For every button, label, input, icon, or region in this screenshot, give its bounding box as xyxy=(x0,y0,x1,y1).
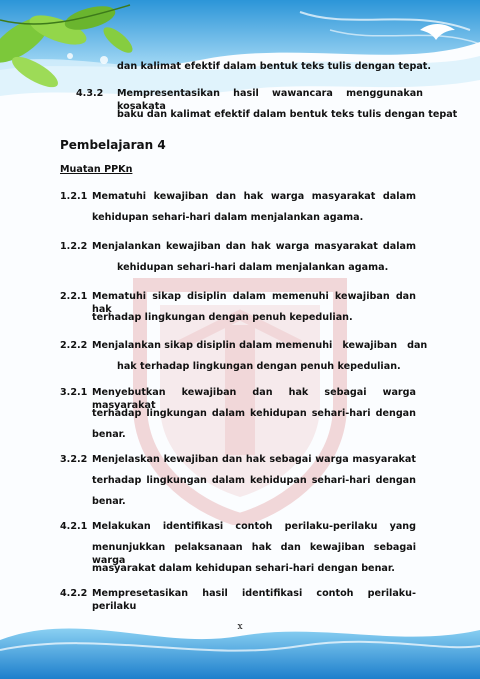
continuation-line: dan kalimat efektif dalam bentuk teks tulis dengan tepat. xyxy=(117,61,432,72)
item-text-line: Menjalankan sikap disiplin dalam memenuhi kewajiban dan xyxy=(92,340,428,351)
item-number: 1.2.2 xyxy=(60,241,88,252)
item-number: 4.3.2 xyxy=(76,88,104,99)
item-text-line: benar. xyxy=(92,429,126,440)
item-text-line: hak terhadap lingkungan dengan penuh kepedulian. xyxy=(117,361,401,372)
item-text-line: Mempresentasikan hasil wawancara menggunakan kosakata xyxy=(117,88,423,112)
item-text-line: baku dan kalimat efektif dalam bentuk teks tulis dengan tepat xyxy=(117,109,458,120)
item-number: 2.2.2 xyxy=(60,340,88,351)
item-text-line: terhadap lingkungan dengan penuh kepedulian. xyxy=(92,312,353,323)
item-text-line: menunjukkan pelaksanaan hak dan kewajiban sebagai warga xyxy=(92,542,416,566)
item-text-line: Melakukan identifikasi contoh perilaku-perilaku yang xyxy=(92,521,416,532)
section-title: Pembelajaran 4 xyxy=(60,138,166,152)
item-number: 3.2.2 xyxy=(60,454,88,465)
item-text-line: kehidupan sehari-hari dalam menjalankan agama. xyxy=(92,212,364,223)
item-text-line: benar. xyxy=(92,496,126,507)
item-number: 4.2.1 xyxy=(60,521,88,532)
item-text-line: Menjalankan kewajiban dan hak warga masyarakat dalam xyxy=(92,241,416,252)
item-text-line: Menyebutkan kewajiban dan hak sebagai warga masyarakat xyxy=(92,387,416,411)
item-text-line: terhadap lingkungan dalam kehidupan sehari-hari dengan xyxy=(92,475,416,486)
item-text-line: kehidupan sehari-hari dalam menjalankan agama. xyxy=(117,262,389,273)
item-text-line: Mematuhi sikap disiplin dalam memenuhi kewajiban dan hak xyxy=(92,291,416,315)
item-number: 1.2.1 xyxy=(60,191,88,202)
item-number: 4.2.2 xyxy=(60,588,88,599)
item-text-line: terhadap lingkungan dalam kehidupan sehari-hari dengan xyxy=(92,408,416,419)
page-number: x xyxy=(237,622,243,632)
subsection-title: Muatan PPKn xyxy=(60,164,133,175)
item-number: 2.2.1 xyxy=(60,291,88,302)
item-text-line: Mematuhi kewajiban dan hak warga masyarakat dalam xyxy=(92,191,416,202)
item-text-line: masyarakat dalam kehidupan sehari-hari dengan benar. xyxy=(92,563,395,574)
item-text-line: Mempresetasikan hasil identifikasi contoh perilaku-perilaku xyxy=(92,588,416,612)
item-text-line: Menjelaskan kewajiban dan hak sebagai warga masyarakat xyxy=(92,454,416,465)
item-number: 3.2.1 xyxy=(60,387,88,398)
